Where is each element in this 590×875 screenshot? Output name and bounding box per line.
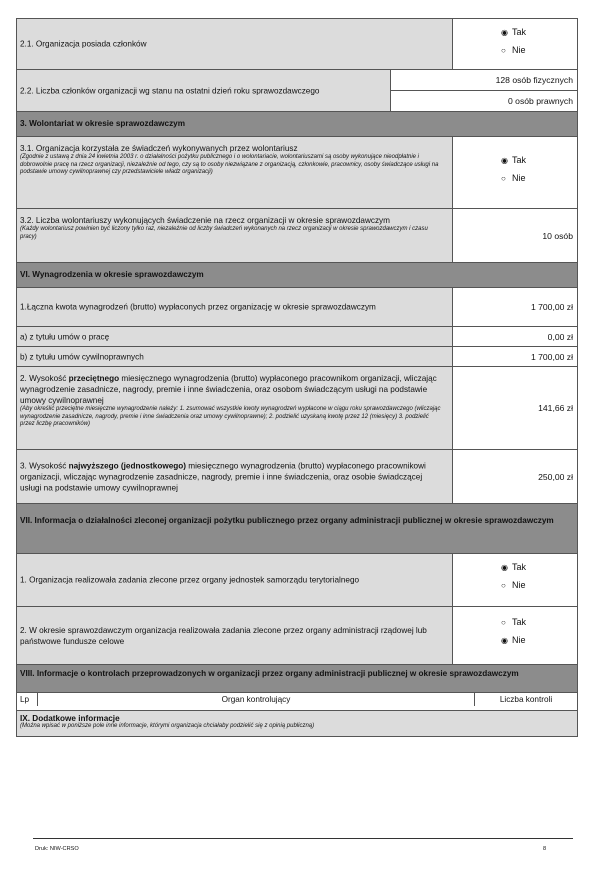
physical-members-value: 128 osób fizycznych — [495, 75, 573, 85]
average-salary-value: 141,66 zł — [538, 403, 573, 413]
q3-1-note: (Zgodnie z ustawą z dnia 24 kwietnia 2003 r. o działalności pożytku publicznego i o wolontariacie, wolontariuszami są osoby wykonujące nieodpłatnie i dobrowolnie pracę na rzecz organizacji, niezależnie od tego, czy są to osoby niezwiązane z organizacją, członkowie, pracownicy, osoby świadczące usługi na podstawie umowy cywilnoprawnej czy przedstawiciele władz organizacji) — [20, 154, 439, 176]
q3-2-note: (Każdy wolontariusz powinien być liczony tylko raz, niezależnie od liczby świadczeń wykonanych na rzecz organizacji w okresie sprawozdawczym i czasu pracy) — [20, 226, 428, 240]
col-count: Liczba kontroli — [499, 695, 553, 704]
radio-2-1-no[interactable] — [501, 43, 526, 58]
radio-7-2-yes[interactable] — [501, 615, 526, 630]
radio-2-1-yes[interactable] — [501, 25, 526, 40]
col-organ: Organ kontrolujący — [38, 693, 475, 706]
radio-empty-icon: ○ — [501, 174, 506, 183]
row-2-2 — [17, 70, 577, 112]
row-3-2 — [17, 209, 577, 263]
section-9-header — [17, 711, 577, 737]
q6-1-label: 1.Łączna kwota wynagrodzeń (brutto) wypłaconych przez organizację w okresie sprawozdawczym — [20, 302, 376, 312]
row-2-1 — [17, 19, 577, 70]
radio-empty-icon: ○ — [501, 581, 506, 590]
controls-table-header — [17, 693, 577, 711]
highest-salary-cell — [452, 450, 577, 503]
section-8-header — [17, 665, 577, 693]
radio-3-1-yes[interactable] — [501, 153, 526, 168]
radio-checked-icon: ◉ — [501, 563, 508, 572]
radio-label: Tak — [512, 562, 527, 572]
q6-3-text — [20, 460, 445, 493]
radio-group-7-1 — [452, 554, 577, 606]
q3-1-text — [20, 143, 445, 177]
row-7-1 — [17, 554, 577, 607]
radio-group-7-2 — [452, 607, 577, 664]
total-salaries-value: 1 700,00 zł — [530, 302, 573, 312]
volunteers-value: 10 osób — [542, 230, 573, 241]
q7-1-label: 1. Organizacja realizowała zadania zlecone przez organy jednostek samorządu terytorialnego — [20, 575, 360, 585]
q6-2-note: (Aby określić przeciętne miesięczne wynagrodzenie należy: 1. zsumować wszystkie kwoty wynagrodzeń wypłacone w ciągu roku sprawozdawczego (wliczając wynagrodzenie zasadnicze, nagrody, premie i inne świadczenia oraz umowy cywilnoprawne); 2. podzielić uzyskaną kwotę przez 12 (miesięcy) 3. podzielić przez liczbę pracowników) — [20, 406, 441, 428]
legal-members-value: 0 osób prawnych — [508, 96, 573, 106]
radio-group-3-1 — [452, 137, 577, 208]
row-6-1 — [17, 288, 577, 327]
q6-2-label-bold: przeciętnego — [68, 374, 120, 383]
section-7-header — [17, 504, 577, 554]
radio-checked-icon: ◉ — [501, 28, 508, 37]
footer-divider — [33, 838, 573, 839]
q6-3-label-bold: najwyższego (jednostkowego) — [68, 461, 186, 470]
section-6-title: VI. Wynagrodzenia w okresie sprawozdawczym — [20, 270, 204, 279]
row-6-2 — [17, 367, 577, 450]
row-7-2 — [17, 607, 577, 665]
section-9-text — [17, 711, 577, 734]
q7-2-label: 2. W okresie sprawozdawczym organizacja realizowała zadania zlecone przez organy administracji rządowej lub państwowe fundusze celowe — [20, 625, 427, 646]
q6-b-label: b) z tytułu umów cywilnoprawnych — [20, 352, 144, 361]
q3-2-text — [20, 215, 440, 241]
radio-label: Nie — [512, 635, 526, 645]
radio-label: Tak — [512, 27, 527, 37]
radio-7-2-no[interactable] — [501, 633, 526, 648]
section-9-note: (Można wpisać w poniższe pole inne informacje, którymi organizacja chciałaby podzielić się z opinią publiczną) — [20, 723, 315, 729]
member-counts — [390, 70, 577, 111]
section-8-title: VIII. Informacje o kontrolach przeprowadzonych w organizacji przez organy administracji publicznej w okresie sprawozdawczym — [20, 669, 519, 678]
radio-checked-icon: ◉ — [501, 636, 508, 645]
col-lp: Lp — [17, 693, 38, 706]
section-7-title: VII. Informacja o działalności zleconej organizacji pożytku publicznego przez organy administracji publicznej w okresie sprawozdawczym — [20, 516, 554, 525]
row-6-a — [17, 327, 577, 347]
section-9-title: IX. Dodatkowe informacje — [20, 714, 120, 723]
total-salaries-cell — [452, 288, 577, 326]
q6-2-text — [20, 373, 445, 429]
footer-page-number: 8 — [543, 846, 547, 852]
radio-group-2-1 — [452, 19, 577, 69]
radio-label: Nie — [512, 173, 526, 183]
footer-print-label: Druk: NIW-CRSO — [35, 846, 79, 852]
radio-label: Tak — [512, 155, 527, 165]
civil-contracts-value: 1 700,00 zł — [530, 351, 573, 362]
radio-empty-icon: ○ — [501, 46, 506, 55]
average-salary-cell — [452, 367, 577, 449]
section-3-header — [17, 112, 577, 137]
volunteers-cell — [452, 209, 577, 262]
report-form — [16, 18, 578, 737]
q6-a-label: a) z tytułu umów o pracę — [20, 332, 110, 341]
radio-label: Tak — [512, 617, 527, 627]
q6-3-label-post: miesięcznego wynagrodzenia (brutto) wypłaconego pracownikowi organizacji, wliczając wynagrodzenie zasadnicze, nagrody, premie i inne świadczenia, oraz osobie świadczącej usługi na podstawie umowy cywilnoprawnej — [20, 461, 426, 492]
employment-contracts-cell — [452, 327, 577, 346]
q2-1-label: 2.1. Organizacja posiada członków — [20, 39, 147, 49]
legal-members-cell — [391, 91, 577, 111]
section-6-header — [17, 263, 577, 288]
q3-1-label: 3.1. Organizacja korzystała ze świadczeń wykonywanych przez wolontariusz — [20, 144, 298, 153]
radio-checked-icon: ◉ — [501, 156, 508, 165]
radio-3-1-no[interactable] — [501, 171, 526, 186]
physical-members-cell — [391, 70, 577, 91]
q3-2-label: 3.2. Liczba wolontariuszy wykonujących świadczenie na rzecz organizacji w okresie sprawozdawczym — [20, 216, 390, 225]
civil-contracts-cell — [452, 347, 577, 366]
radio-label: Nie — [512, 45, 526, 55]
radio-7-1-yes[interactable] — [501, 560, 526, 575]
employment-contracts-value: 0,00 zł — [547, 331, 573, 342]
row-6-b — [17, 347, 577, 367]
q6-2-label-post: miesięcznego wynagrodzenia (brutto) wypłaconego pracownikom organizacji, wliczając wynagrodzenie zasadnicze, nagrody, premie i inne świadczenia, oraz osobom świadczącym usługi na podstawie umowy cywilnoprawnej — [20, 374, 437, 405]
q6-2-label-pre: 2. Wysokość — [20, 374, 69, 383]
controls-table — [17, 693, 577, 706]
radio-label: Nie — [512, 580, 526, 590]
row-6-3 — [17, 450, 577, 504]
section-3-title: 3. Wolontariat w okresie sprawozdawczym — [20, 119, 186, 128]
row-3-1 — [17, 137, 577, 209]
q2-2-label: 2.2. Liczba członków organizacji wg stanu na ostatni dzień roku sprawozdawczego — [20, 86, 320, 95]
q6-3-label-pre: 3. Wysokość — [20, 461, 69, 470]
highest-salary-value: 250,00 zł — [538, 471, 573, 482]
radio-7-1-no[interactable] — [501, 578, 526, 593]
radio-empty-icon: ○ — [501, 618, 506, 627]
